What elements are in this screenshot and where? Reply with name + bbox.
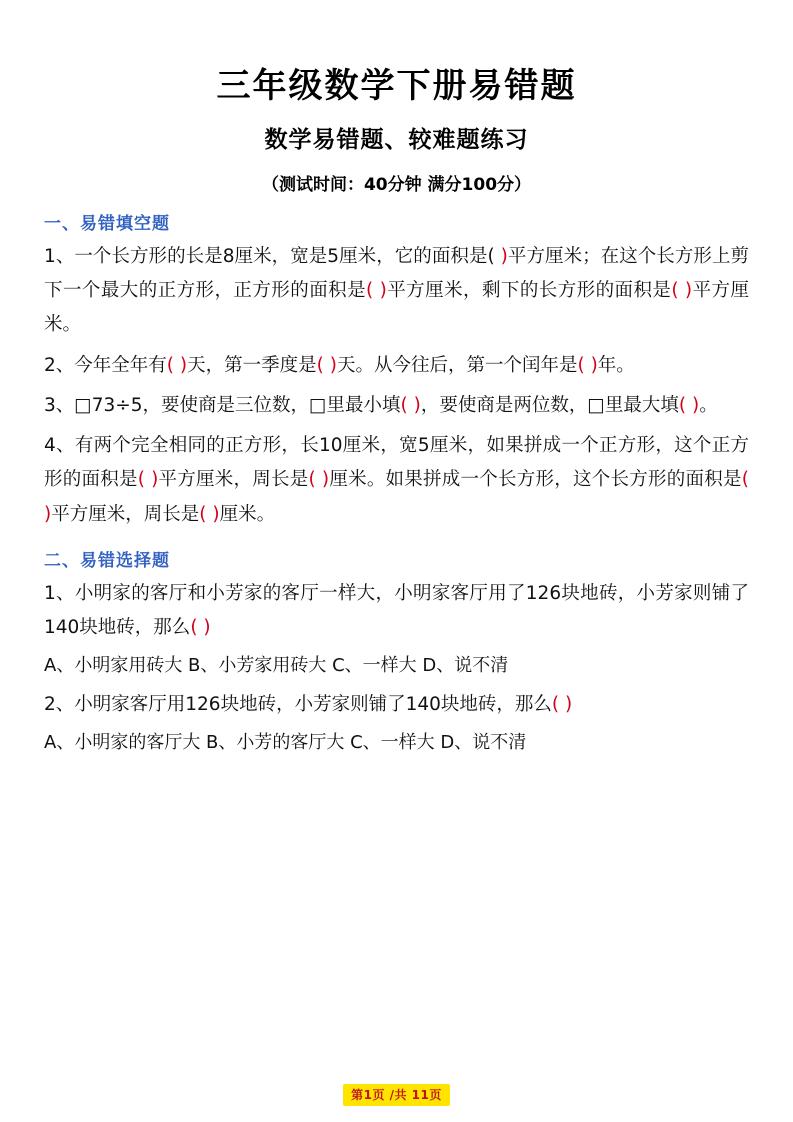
section-heading: 一、易错填空题 bbox=[44, 214, 170, 234]
page-subtitle: 数学易错题、较难题练习 bbox=[264, 127, 529, 153]
question-text: 平方厘米。 bbox=[44, 280, 749, 336]
question-text: 天，第一季度是 bbox=[187, 354, 317, 376]
question-text: 天。从今往后，第一个闰年是 bbox=[336, 354, 578, 376]
question-line bbox=[44, 389, 749, 423]
test-info-line: （测试时间：40分钟 满分100分） bbox=[261, 175, 532, 195]
answer-blank[interactable]: ( ) bbox=[551, 693, 573, 715]
choice-options-line bbox=[44, 728, 749, 759]
answer-blank[interactable]: ( ) bbox=[166, 354, 188, 376]
question-text: ，要使商是两位数，□里最大填 bbox=[420, 394, 679, 416]
answer-blank[interactable]: ( ) bbox=[199, 503, 220, 525]
page-title: 三年级数学下册易错题 bbox=[216, 66, 577, 106]
section-heading: 二、易错选择题 bbox=[44, 550, 170, 571]
question-text: 平方厘米，周长是 bbox=[51, 503, 200, 525]
answer-blank[interactable]: ( ) bbox=[44, 469, 749, 525]
question-text: 平方厘米，剩下的长方形的面积是 bbox=[386, 280, 672, 302]
sections-container bbox=[44, 209, 749, 759]
answer-blank[interactable]: ( ) bbox=[400, 394, 421, 416]
question-text: 。 bbox=[699, 394, 718, 416]
question-line bbox=[44, 349, 749, 383]
question-text: 3、□73÷5，要使商是三位数，□里最小填 bbox=[44, 394, 401, 416]
answer-blank[interactable]: ( ) bbox=[577, 354, 598, 376]
question-text: 1、小明家的客厅和小芳家的客厅一样大，小明家客厅用了126块地砖，小芳家则铺了140块地砖，那么 bbox=[44, 582, 749, 638]
answer-blank[interactable]: ( ) bbox=[190, 616, 211, 638]
answer-blank[interactable]: ( ) bbox=[366, 280, 387, 302]
question-line bbox=[44, 688, 749, 722]
question-text: 2、今年全年有 bbox=[44, 354, 167, 376]
question-text: 厘米。如果拼成一个长方形，这个长方形的面积是 bbox=[329, 469, 742, 491]
answer-blank[interactable]: ) bbox=[494, 246, 508, 267]
answer-blank[interactable]: ( ) bbox=[308, 469, 330, 491]
question-text: 平方厘米，周长是 bbox=[158, 469, 309, 491]
answer-blank[interactable]: ( ) bbox=[678, 394, 700, 416]
choice-options-line bbox=[44, 651, 749, 682]
page-number-badge: 第1页 /共 11页 bbox=[343, 1084, 450, 1106]
answer-blank[interactable]: ( ) bbox=[137, 469, 159, 491]
question-text: 平方厘米；在这个长方形上剪下一个最大的正方形，正方形的面积是 bbox=[44, 246, 749, 302]
question-text: 4、有两个完全相同的正方形，长10厘米，宽5厘米，如果拼成一个正方形，这个正方形的面积是 bbox=[44, 435, 749, 491]
page-footer bbox=[0, 1084, 793, 1106]
question-text: A、小明家的客厅大 B、小芳的客厅大 C、一样大 D、说不清 bbox=[44, 732, 527, 753]
question-text: 厘米。 bbox=[219, 503, 276, 525]
question-line bbox=[44, 429, 749, 532]
answer-blank[interactable]: ( ) bbox=[316, 354, 337, 376]
question-line bbox=[44, 240, 749, 343]
question-text: 2、小明家客厅用126块地砖，小芳家则铺了140块地砖，那么 bbox=[44, 693, 552, 715]
question-text: A、小明家用砖大 B、小芳家用砖大 C、一样大 D、说不清 bbox=[44, 655, 509, 677]
question-text: 年。 bbox=[597, 354, 635, 376]
answer-blank[interactable]: ( ) bbox=[671, 280, 693, 302]
question-line bbox=[44, 577, 749, 645]
question-text: 1、一个长方形的长是8厘米，宽是5厘米，它的面积是( bbox=[44, 246, 495, 267]
